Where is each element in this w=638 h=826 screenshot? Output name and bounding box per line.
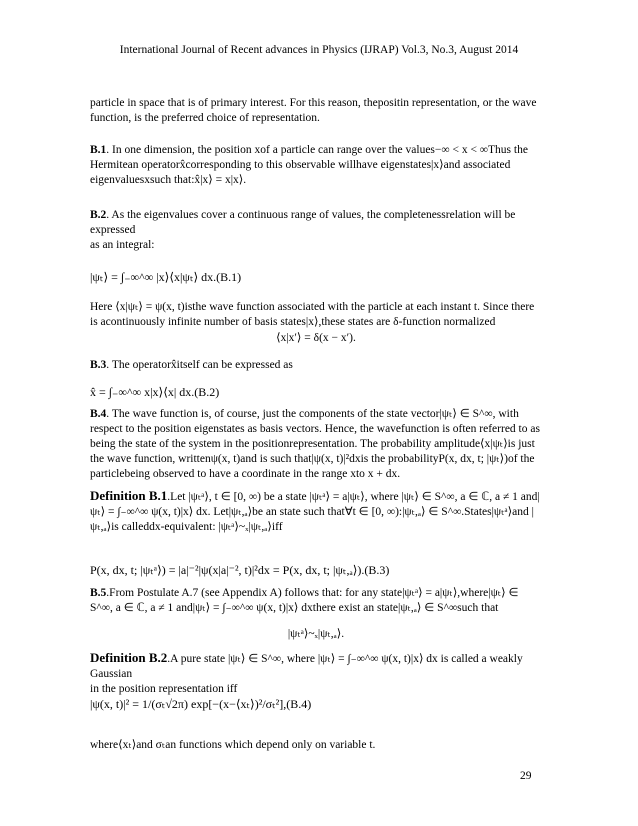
paragraph-b4 xyxy=(90,407,542,482)
paragraph-b2 xyxy=(90,208,542,253)
paragraph-b3 xyxy=(90,358,542,373)
definition-b1 xyxy=(90,488,542,535)
definition-b2 xyxy=(90,650,542,697)
where-text: where⟨xₜ⟩and σₜan functions which depend only on variable t. xyxy=(90,739,376,751)
paragraph-where xyxy=(90,738,542,753)
equation-b1: |ψₜ⟩ = ∫₋∞^∞ |x⟩⟨x|ψₜ⟩ dx.(B.1) xyxy=(90,270,242,284)
here-text: Here ⟨x|ψₜ⟩ = ψ(x, t)isthe wave function associated with the particle at each instant t. Since there is acontinuously infinite number of basis states|x⟩,these states are δ-function normalized xyxy=(90,301,535,328)
b4-text: . The wave function is, of course, just the components of the state vector|ψₜ⟩ ∈ S^∞, with respect to the position eigenstates as basis vectors. Hence, the wavefunction is often referred to as being the state of the system in the positionrepresentation. The probability amplitude⟨x|ψₜ⟩is just the wave function, writtenψ(x, t)and is such that|ψ(x, t)|²dxis the probabilityP(x, dx, t; |ψₜ⟩)of the particlebeing observed to have a coordinate in the range xto x + dx. xyxy=(90,408,540,480)
b3-label: B.3 xyxy=(90,359,107,371)
paragraph-b1 xyxy=(90,143,542,188)
paragraph-intro xyxy=(90,96,542,126)
equivalence-relation: |ψₜᵃ⟩~ₓ|ψₜ,ₐ⟩. xyxy=(287,628,345,640)
b1-label: B.1 xyxy=(90,144,107,156)
def-b2-text: .A pure state |ψₜ⟩ ∈ S^∞, where |ψₜ⟩ = ∫₋∞^∞ ψ(x, t)|x⟩ dx is called a weakly Gaussian xyxy=(90,653,523,680)
b2-text-cont: as an integral: xyxy=(90,239,155,251)
journal-header: International Journal of Recent advances in Physics (IJRAP) Vol.3, No.3, August 2014 xyxy=(119,44,519,56)
b1-text: . In one dimension, the position xof a particle can range over the values−∞ < x < ∞Thus the Hermitean operatorx̂corresponding to this observable willhave eigenstates|x⟩and associated eigenvaluesxsuch that:x̂|x⟩ = x|x⟩. xyxy=(90,144,528,186)
intro-text: particle in space that is of primary interest. For this reason, thepositin representation, or the wave function, is the preferred choice of representation. xyxy=(90,97,537,124)
def-b1-text: .Let |ψₜᵃ⟩, t ∈ [0, ∞) be a state |ψₜᵃ⟩ = a|ψₜ⟩, where |ψₜ⟩ ∈ S^∞, a ∈ ℂ, a ≠ 1 and|ψₜ⟩ = ∫₋∞^∞ ψ(x, t)|x⟩ dx. Let|ψₜ,ₐ⟩be an state such that∀t ∈ [0, ∞):|ψₜ,ₐ⟩ ∈ S^∞.States|ψₜᵃ⟩and |ψₜ,ₐ⟩is calleddx-equivalent: |ψₜᵃ⟩~ₓ|ψₜ,ₐ⟩iff xyxy=(90,491,540,533)
def-b1-label: Definition B.1 xyxy=(90,488,168,503)
b3-text: . The operatorx̂itself can be expressed as xyxy=(106,359,293,371)
paragraph-b5 xyxy=(90,586,542,616)
b5-label: B.5 xyxy=(90,587,107,599)
b4-label: B.4 xyxy=(90,408,107,420)
paragraph-here xyxy=(90,300,542,330)
page-number: 29 xyxy=(520,770,532,782)
equation-b4: |ψ(x, t)|² = 1/(σₜ√2π) exp[−(x−⟨xₜ⟩)²/σₜ²],(B.4) xyxy=(90,697,312,711)
equation-b3: P(x, dx, t; |ψₜᵃ⟩) = |a|⁻²|ψ(x|a|⁻², t)|²dx = P(x, dx, t; |ψₜ,ₐ⟩).(B.3) xyxy=(90,563,390,577)
def-b2-text-cont: in the position representation iff xyxy=(90,683,238,695)
b2-text: . As the eigenvalues cover a continuous range of values, the completenessrelation will be expressed xyxy=(90,209,516,236)
b2-label: B.2 xyxy=(90,209,107,221)
equation-b2: x̂ = ∫₋∞^∞ x|x⟩⟨x| dx.(B.2) xyxy=(90,385,220,399)
def-b2-label: Definition B.2 xyxy=(90,650,168,665)
delta-normalization: ⟨x|x′⟩ = δ(x − x′). xyxy=(276,332,356,344)
b5-text: .From Postulate A.7 (see Appendix A) follows that: for any state|ψₜᵃ⟩ = a|ψₜ⟩,where|ψₜ⟩ ∈ S^∞, a ∈ ℂ, a ≠ 1 and|ψₜ⟩ = ∫₋∞^∞ ψ(x, t)|x⟩ dxthere exist an state|ψₜ,ₐ⟩ ∈ S^∞such that xyxy=(90,587,519,614)
